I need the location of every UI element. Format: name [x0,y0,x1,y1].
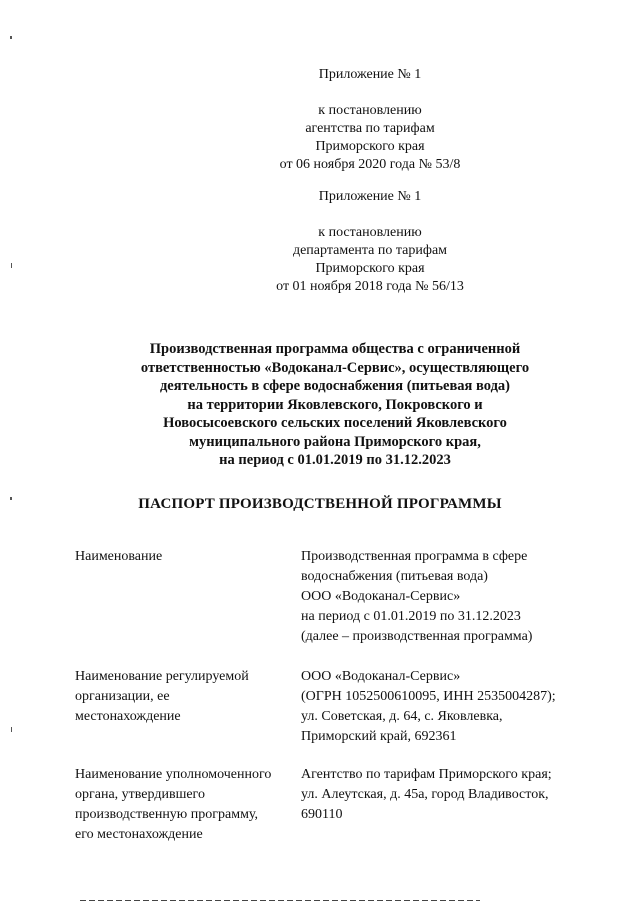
row-value [301,667,601,747]
program-title-line: ответственностью «Водоканал-Сервис», осуществляющего [140,359,530,376]
row-label-line: местонахождение [75,709,181,724]
row-label [75,667,290,727]
program-title-line: Производственная программа общества с ограниченной [149,341,521,357]
appendix-line: от 01 ноября 2018 года № 56/13 [276,279,464,294]
row-value-line: (далее – производственная программа) [301,629,533,644]
page-cut-line [80,900,480,901]
row-label-line: его местонахождение [75,827,203,842]
appendix-line: департамента по тарифам [292,243,448,258]
row-value-line: ул. Советская, д. 64, с. Яковлевка, [301,709,503,724]
program-title-line: муниципального района Приморского края, [189,433,481,450]
scan-mark [11,727,12,732]
row-label [75,765,290,845]
scan-mark [10,36,12,39]
row-value-line: ул. Алеутская, д. 45а, город Владивосток, [301,787,549,802]
row-value-line: ООО «Водоканал-Сервис» [301,669,461,684]
passport-heading: ПАСПОРТ ПРОИЗВОДСТВЕННОЙ ПРОГРАММЫ [138,496,502,512]
appendix-previous [175,188,565,296]
program-title-line: деятельность в сфере водоснабжения (питьевая вода) [159,378,511,394]
row-value-line: водоснабжения (питьевая вода) [301,569,488,584]
row-label-line: органа, утвердившего [75,787,205,802]
row-label-line: Наименование уполномоченного [75,767,272,782]
scan-mark [11,263,12,268]
appendix-title: Приложение № 1 [318,67,422,82]
appendix-line: к постановлению [318,225,422,240]
row-value-line: (ОГРН 1052500610095, ИНН 2535004287); [301,689,556,704]
appendix-line: агентства по тарифам [305,121,435,136]
row-value-line: ООО «Водоканал-Сервис» [301,589,461,604]
appendix-current [175,66,565,174]
row-value-line: Производственная программа в сфере [301,549,528,564]
row-label-line: организации, ее [75,689,170,704]
appendix-title: Приложение № 1 [318,189,422,204]
row-value-line: 690110 [301,807,343,822]
program-title-line: на период с 01.01.2019 по 31.12.2023 [219,452,451,468]
row-value [301,547,601,647]
row-value-line: на период с 01.01.2019 по 31.12.2023 [301,609,521,624]
program-title-line: на территории Яковлевского, Покровского и [187,396,483,413]
row-value-line: Агентство по тарифам Приморского края; [301,767,552,782]
row-label [75,547,290,567]
row-label-line: Наименование регулируемой [75,669,249,684]
appendix-line: Приморского края [315,139,425,154]
row-label-line: Наименование [75,549,163,564]
program-title [80,340,590,470]
row-value-line: Приморский край, 692361 [301,729,457,744]
program-title-line: Новосысоевского сельских поселений Яковлевского [163,415,507,431]
appendix-line: к постановлению [318,103,422,118]
row-value [301,765,601,825]
appendix-line: от 06 ноября 2020 года № 53/8 [279,157,461,172]
appendix-line: Приморского края [315,261,425,276]
row-label-line: производственную программу, [75,807,259,822]
